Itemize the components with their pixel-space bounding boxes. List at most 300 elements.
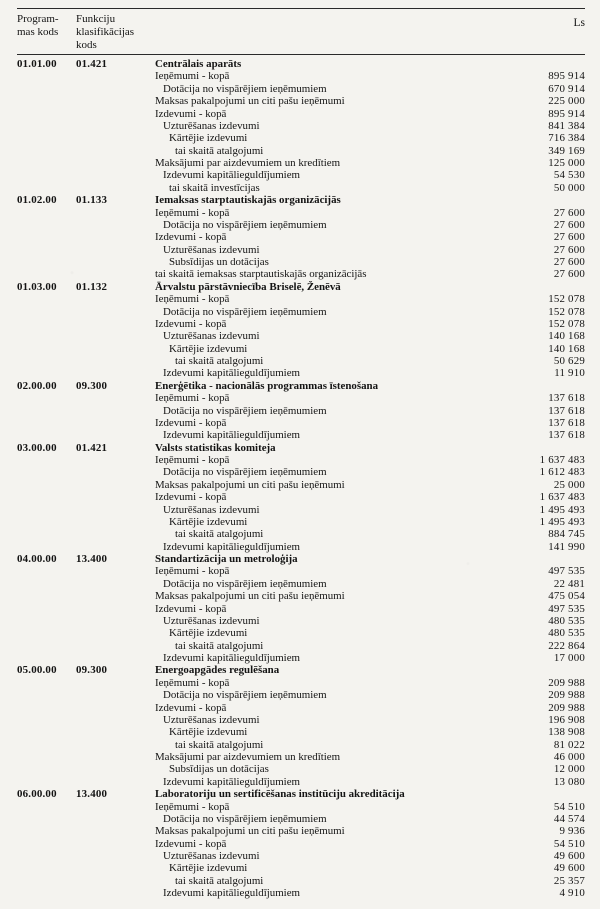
row-label: Maksājumi par aizdevumiem un kredītiem — [155, 157, 341, 169]
row-value: 152 078 — [548, 317, 585, 330]
function-code — [76, 219, 155, 231]
function-code: 09.300 — [76, 664, 108, 677]
function-code — [76, 231, 155, 243]
program-code — [17, 850, 76, 862]
table-row — [17, 590, 585, 602]
header-function-code — [76, 13, 186, 52]
function-code — [76, 689, 155, 701]
program-code — [17, 306, 76, 318]
function-code — [76, 306, 155, 318]
function-code — [76, 887, 155, 899]
table-row — [17, 256, 585, 268]
row-value: 25 000 — [553, 478, 585, 491]
row-value — [485, 281, 585, 293]
function-code — [76, 367, 155, 379]
program-code — [17, 268, 76, 280]
program-code — [17, 108, 76, 120]
table-row — [17, 466, 585, 478]
program-code — [17, 726, 76, 738]
function-code — [76, 405, 155, 417]
program-code — [17, 862, 76, 874]
row-label: Dotācija no vispārējiem ieņēmumiem — [163, 812, 327, 825]
table-row — [17, 83, 585, 95]
row-label: Subsīdijas un dotācijas — [169, 256, 269, 268]
function-code — [76, 83, 155, 95]
program-code: 03.00.00 — [17, 441, 57, 454]
function-code — [76, 850, 155, 862]
program-code — [17, 95, 76, 107]
block-title: Laboratoriju un sertificēšanas institūciju akreditācija — [155, 788, 405, 801]
header-function-code-line3: kods — [76, 39, 97, 51]
function-code — [76, 862, 155, 874]
table-row — [17, 714, 585, 726]
row-value: 1 612 483 — [539, 466, 585, 479]
function-code — [76, 491, 155, 503]
function-code: 13.400 — [76, 788, 108, 801]
program-code — [17, 83, 76, 95]
table-row — [17, 726, 585, 738]
row-value: 209 988 — [548, 701, 585, 714]
table-row — [17, 763, 585, 775]
program-code: 06.00.00 — [17, 788, 57, 801]
row-label: Ieņēmumi - kopā — [155, 392, 230, 405]
function-code — [76, 541, 155, 553]
program-code — [17, 751, 76, 763]
row-value: 670 914 — [548, 82, 585, 95]
row-label: Maksas pakalpojumi un citi pašu ieņēmumi — [155, 825, 345, 838]
program-code — [17, 120, 76, 132]
program-code — [17, 838, 76, 850]
program-code — [17, 145, 76, 157]
block-title: Standartizācija un metroloģija — [155, 553, 298, 565]
table-row — [17, 120, 585, 132]
row-value: 12 000 — [553, 763, 585, 776]
program-code — [17, 714, 76, 726]
table-row — [17, 293, 585, 305]
function-code: 01.421 — [76, 441, 108, 454]
row-label: Ieņēmumi - kopā — [155, 206, 230, 219]
row-value: 137 618 — [548, 429, 585, 442]
table-row — [17, 578, 585, 590]
function-code — [76, 813, 155, 825]
row-value: 480 535 — [548, 627, 585, 640]
function-code — [76, 392, 155, 404]
function-code — [76, 293, 155, 305]
program-code — [17, 615, 76, 627]
function-code — [76, 157, 155, 169]
function-code — [76, 256, 155, 268]
program-code — [17, 603, 76, 615]
row-label: Izdevumi - kopā — [155, 416, 227, 429]
program-code — [17, 739, 76, 751]
row-value: 137 618 — [548, 416, 585, 429]
row-label: Izdevumi kapitālieguldījumiem — [163, 775, 301, 788]
program-code — [17, 504, 76, 516]
table-row — [17, 627, 585, 639]
row-label: Ieņēmumi - kopā — [155, 70, 230, 83]
row-value: 50 000 — [553, 181, 585, 194]
program-code — [17, 479, 76, 491]
row-value: 209 988 — [548, 676, 585, 689]
function-code — [76, 565, 155, 577]
function-code — [76, 120, 155, 132]
row-label: Izdevumi kapitālieguldījumiem — [163, 652, 301, 664]
block-title-row — [17, 380, 585, 392]
row-label: Maksas pakalpojumi un citi pašu ieņēmumi — [155, 95, 345, 108]
function-code — [76, 466, 155, 478]
function-code — [76, 640, 155, 652]
table-row — [17, 677, 585, 689]
row-label: Dotācija no vispārējiem ieņēmumiem — [163, 82, 327, 95]
row-label: Izdevumi - kopā — [155, 231, 227, 244]
function-code — [76, 702, 155, 714]
table-row — [17, 615, 585, 627]
row-value: 497 535 — [548, 565, 585, 578]
row-label: Kārtējie izdevumi — [169, 862, 248, 875]
row-label: Uzturēšanas izdevumi — [163, 330, 260, 343]
row-value: 475 054 — [548, 590, 585, 603]
program-code — [17, 627, 76, 639]
table-row — [17, 603, 585, 615]
row-value: 895 914 — [548, 107, 585, 120]
row-value — [485, 788, 585, 800]
table-row — [17, 343, 585, 355]
row-label: Izdevumi kapitālieguldījumiem — [163, 169, 301, 182]
table-row — [17, 182, 585, 194]
table-row — [17, 231, 585, 243]
function-code — [76, 330, 155, 342]
program-code — [17, 887, 76, 899]
row-value: 13 080 — [553, 775, 585, 788]
row-label: Kārtējie izdevumi — [169, 627, 248, 640]
program-code — [17, 157, 76, 169]
table-row — [17, 801, 585, 813]
function-code — [76, 504, 155, 516]
function-code — [76, 132, 155, 144]
table-row — [17, 355, 585, 367]
table-row — [17, 504, 585, 516]
program-code — [17, 367, 76, 379]
row-label: Maksas pakalpojumi un citi pašu ieņēmumi — [155, 478, 345, 491]
program-code — [17, 231, 76, 243]
row-value: 27 600 — [553, 268, 585, 281]
table-header — [17, 9, 585, 54]
function-code — [76, 627, 155, 639]
function-code: 01.421 — [76, 58, 108, 70]
function-code — [76, 343, 155, 355]
header-program-code-line1: Program- — [17, 13, 59, 25]
function-code: 09.300 — [76, 379, 108, 392]
row-label: Uzturēšanas izdevumi — [163, 243, 260, 256]
table-row — [17, 157, 585, 169]
block-title: Centrālais aparāts — [155, 58, 242, 70]
row-value: 49 600 — [553, 850, 585, 862]
function-code — [76, 207, 155, 219]
row-label: Ieņēmumi - kopā — [155, 454, 230, 466]
function-code — [76, 182, 155, 194]
function-code — [76, 763, 155, 775]
table-row — [17, 268, 585, 280]
row-value: 1 495 493 — [539, 503, 585, 516]
function-code — [76, 169, 155, 181]
program-code — [17, 801, 76, 813]
function-code — [76, 677, 155, 689]
row-label: tai skaitā atalgojumi — [175, 639, 264, 652]
program-code — [17, 318, 76, 330]
row-label: Dotācija no vispārējiem ieņēmumiem — [163, 305, 327, 318]
row-value: 25 357 — [553, 874, 585, 887]
program-code — [17, 355, 76, 367]
block-title-row — [17, 788, 585, 800]
row-label: Kārtējie izdevumi — [169, 342, 248, 355]
block-title-row — [17, 553, 585, 565]
row-label: Maksājumi par aizdevumiem un kredītiem — [155, 751, 341, 763]
table-row — [17, 776, 585, 788]
row-value: 137 618 — [548, 392, 585, 405]
function-code: 01.133 — [76, 194, 108, 207]
header-program-code-line2: mas kods — [17, 26, 59, 38]
row-label: Izdevumi kapitālieguldījumiem — [163, 540, 301, 553]
program-code — [17, 343, 76, 355]
table-row — [17, 405, 585, 417]
row-value — [485, 553, 585, 565]
row-label: Kārtējie izdevumi — [169, 132, 248, 145]
table-row — [17, 169, 585, 181]
program-code — [17, 702, 76, 714]
block-title: Ārvalstu pārstāvniecība Briselē, Ženēvā — [155, 280, 341, 293]
program-code — [17, 652, 76, 664]
table-row — [17, 541, 585, 553]
program-code: 01.03.00 — [17, 280, 57, 293]
row-value: 138 908 — [548, 726, 585, 739]
row-label: Izdevumi kapitālieguldījumiem — [163, 887, 301, 900]
row-label: Kārtējie izdevumi — [169, 726, 248, 739]
row-label: Dotācija no vispārējiem ieņēmumiem — [163, 577, 327, 590]
function-code — [76, 838, 155, 850]
program-code — [17, 640, 76, 652]
program-code — [17, 417, 76, 429]
program-code — [17, 244, 76, 256]
program-code — [17, 293, 76, 305]
table-row — [17, 219, 585, 231]
function-code — [76, 417, 155, 429]
row-value — [485, 194, 585, 206]
row-value — [485, 380, 585, 392]
row-value: 222 864 — [548, 639, 585, 652]
function-code — [76, 95, 155, 107]
row-value: 27 600 — [553, 231, 585, 244]
function-code — [76, 268, 155, 280]
row-label: tai skaitā atalgojumi — [175, 528, 264, 541]
program-code — [17, 491, 76, 503]
program-code — [17, 528, 76, 540]
row-value: 22 481 — [553, 577, 585, 590]
function-code — [76, 603, 155, 615]
row-label: Ieņēmumi - kopā — [155, 565, 230, 578]
function-code: 01.132 — [76, 280, 108, 293]
table-row — [17, 887, 585, 899]
row-value: 895 914 — [548, 70, 585, 83]
table-row — [17, 652, 585, 664]
function-code — [76, 70, 155, 82]
row-label: Dotācija no vispārējiem ieņēmumiem — [163, 466, 327, 479]
row-value — [485, 664, 585, 676]
row-label: tai skaitā atalgojumi — [175, 874, 264, 887]
row-label: Dotācija no vispārējiem ieņēmumiem — [163, 689, 327, 702]
row-value: 716 384 — [548, 132, 585, 145]
row-value: 140 168 — [548, 330, 585, 343]
program-code — [17, 763, 76, 775]
function-code — [76, 244, 155, 256]
program-code — [17, 466, 76, 478]
table-row — [17, 392, 585, 404]
program-code — [17, 182, 76, 194]
function-code — [76, 776, 155, 788]
row-value: 480 535 — [548, 614, 585, 627]
header-program-code — [17, 13, 76, 52]
program-code — [17, 132, 76, 144]
table-row — [17, 417, 585, 429]
block-title-row — [17, 58, 585, 70]
function-code — [76, 875, 155, 887]
table-row — [17, 132, 585, 144]
table-row — [17, 70, 585, 82]
row-value: 27 600 — [553, 243, 585, 256]
program-code: 01.01.00 — [17, 58, 57, 70]
function-code — [76, 825, 155, 837]
table-row — [17, 244, 585, 256]
program-code — [17, 825, 76, 837]
table-row — [17, 640, 585, 652]
program-code — [17, 590, 76, 602]
function-code — [76, 528, 155, 540]
table-row — [17, 528, 585, 540]
row-value: 140 168 — [548, 342, 585, 355]
row-value — [485, 442, 585, 454]
row-value: 884 745 — [548, 528, 585, 541]
program-code: 02.00.00 — [17, 379, 57, 392]
table-row — [17, 479, 585, 491]
row-label: Izdevumi kapitālieguldījumiem — [163, 367, 301, 380]
function-code — [76, 108, 155, 120]
block-title: Energoapgādes regulēšana — [155, 664, 280, 677]
row-value: 44 574 — [553, 812, 585, 825]
row-value: 17 000 — [553, 652, 585, 664]
program-code — [17, 875, 76, 887]
function-code — [76, 355, 155, 367]
row-value: 152 078 — [548, 305, 585, 318]
program-code — [17, 330, 76, 342]
function-code — [76, 801, 155, 813]
table-row — [17, 751, 585, 763]
table-row — [17, 825, 585, 837]
program-code — [17, 429, 76, 441]
row-value: 81 022 — [553, 738, 585, 751]
row-label: Ieņēmumi - kopā — [155, 293, 230, 306]
row-label: tai skaitā investīcijas — [169, 181, 260, 194]
row-label: Dotācija no vispārējiem ieņēmumiem — [163, 404, 327, 417]
table-row — [17, 330, 585, 342]
row-value: 4 910 — [559, 887, 585, 900]
program-code — [17, 689, 76, 701]
header-function-code-line1: Funkciju — [76, 13, 116, 25]
function-code — [76, 318, 155, 330]
program-code — [17, 219, 76, 231]
function-code — [76, 615, 155, 627]
row-value: 497 535 — [548, 602, 585, 615]
row-label: Kārtējie izdevumi — [169, 515, 248, 528]
row-label: tai skaitā iemaksas starptautiskajās organizācijās — [155, 268, 367, 281]
row-label: Uzturēšanas izdevumi — [163, 850, 260, 862]
function-code: 13.400 — [76, 553, 108, 565]
table-row — [17, 875, 585, 887]
program-code: 01.02.00 — [17, 194, 57, 207]
function-code — [76, 578, 155, 590]
function-code — [76, 516, 155, 528]
row-value: 841 384 — [548, 119, 585, 132]
row-label: Subsīdijas un dotācijas — [169, 763, 269, 776]
row-label: Izdevumi - kopā — [155, 837, 227, 850]
row-value: 209 988 — [548, 689, 585, 702]
row-value: 1 495 493 — [539, 515, 585, 528]
table-row — [17, 429, 585, 441]
row-label: tai skaitā atalgojumi — [175, 355, 264, 367]
row-label: Izdevumi - kopā — [155, 491, 227, 504]
table-row — [17, 108, 585, 120]
block-title-row — [17, 194, 585, 206]
header-currency-label: Ls — [573, 17, 585, 29]
row-value: 27 600 — [553, 256, 585, 268]
row-label: Ieņēmumi - kopā — [155, 800, 230, 813]
row-label: Izdevumi - kopā — [155, 602, 227, 615]
row-value: 141 990 — [548, 540, 585, 553]
row-value: 49 600 — [553, 862, 585, 875]
table-row — [17, 516, 585, 528]
row-value: 349 169 — [548, 144, 585, 157]
function-code — [76, 751, 155, 763]
program-code — [17, 516, 76, 528]
program-code — [17, 70, 76, 82]
row-label: Izdevumi kapitālieguldījumiem — [163, 429, 301, 442]
function-code — [76, 479, 155, 491]
row-value: 225 000 — [548, 95, 585, 108]
table-row — [17, 813, 585, 825]
block-title-row — [17, 664, 585, 676]
block-title-row — [17, 442, 585, 454]
row-label: Maksas pakalpojumi un citi pašu ieņēmumi — [155, 590, 345, 603]
row-label: Uzturēšanas izdevumi — [163, 119, 260, 132]
program-code: 04.00.00 — [17, 553, 57, 565]
table-row — [17, 862, 585, 874]
function-code — [76, 739, 155, 751]
row-label: Ieņēmumi - kopā — [155, 676, 230, 689]
row-label: tai skaitā atalgojumi — [175, 144, 264, 157]
program-code — [17, 392, 76, 404]
row-value: 125 000 — [548, 157, 585, 169]
row-label: Izdevumi - kopā — [155, 317, 227, 330]
table-row — [17, 306, 585, 318]
block-title: Valsts statistikas komiteja — [155, 441, 276, 454]
block-title-row — [17, 281, 585, 293]
table-row — [17, 689, 585, 701]
function-code — [76, 652, 155, 664]
function-code — [76, 590, 155, 602]
row-label: Uzturēšanas izdevumi — [163, 713, 260, 726]
table-row — [17, 739, 585, 751]
row-label: tai skaitā atalgojumi — [175, 738, 264, 751]
header-function-code-line2: klasifikācijas — [76, 26, 135, 38]
table-row — [17, 838, 585, 850]
